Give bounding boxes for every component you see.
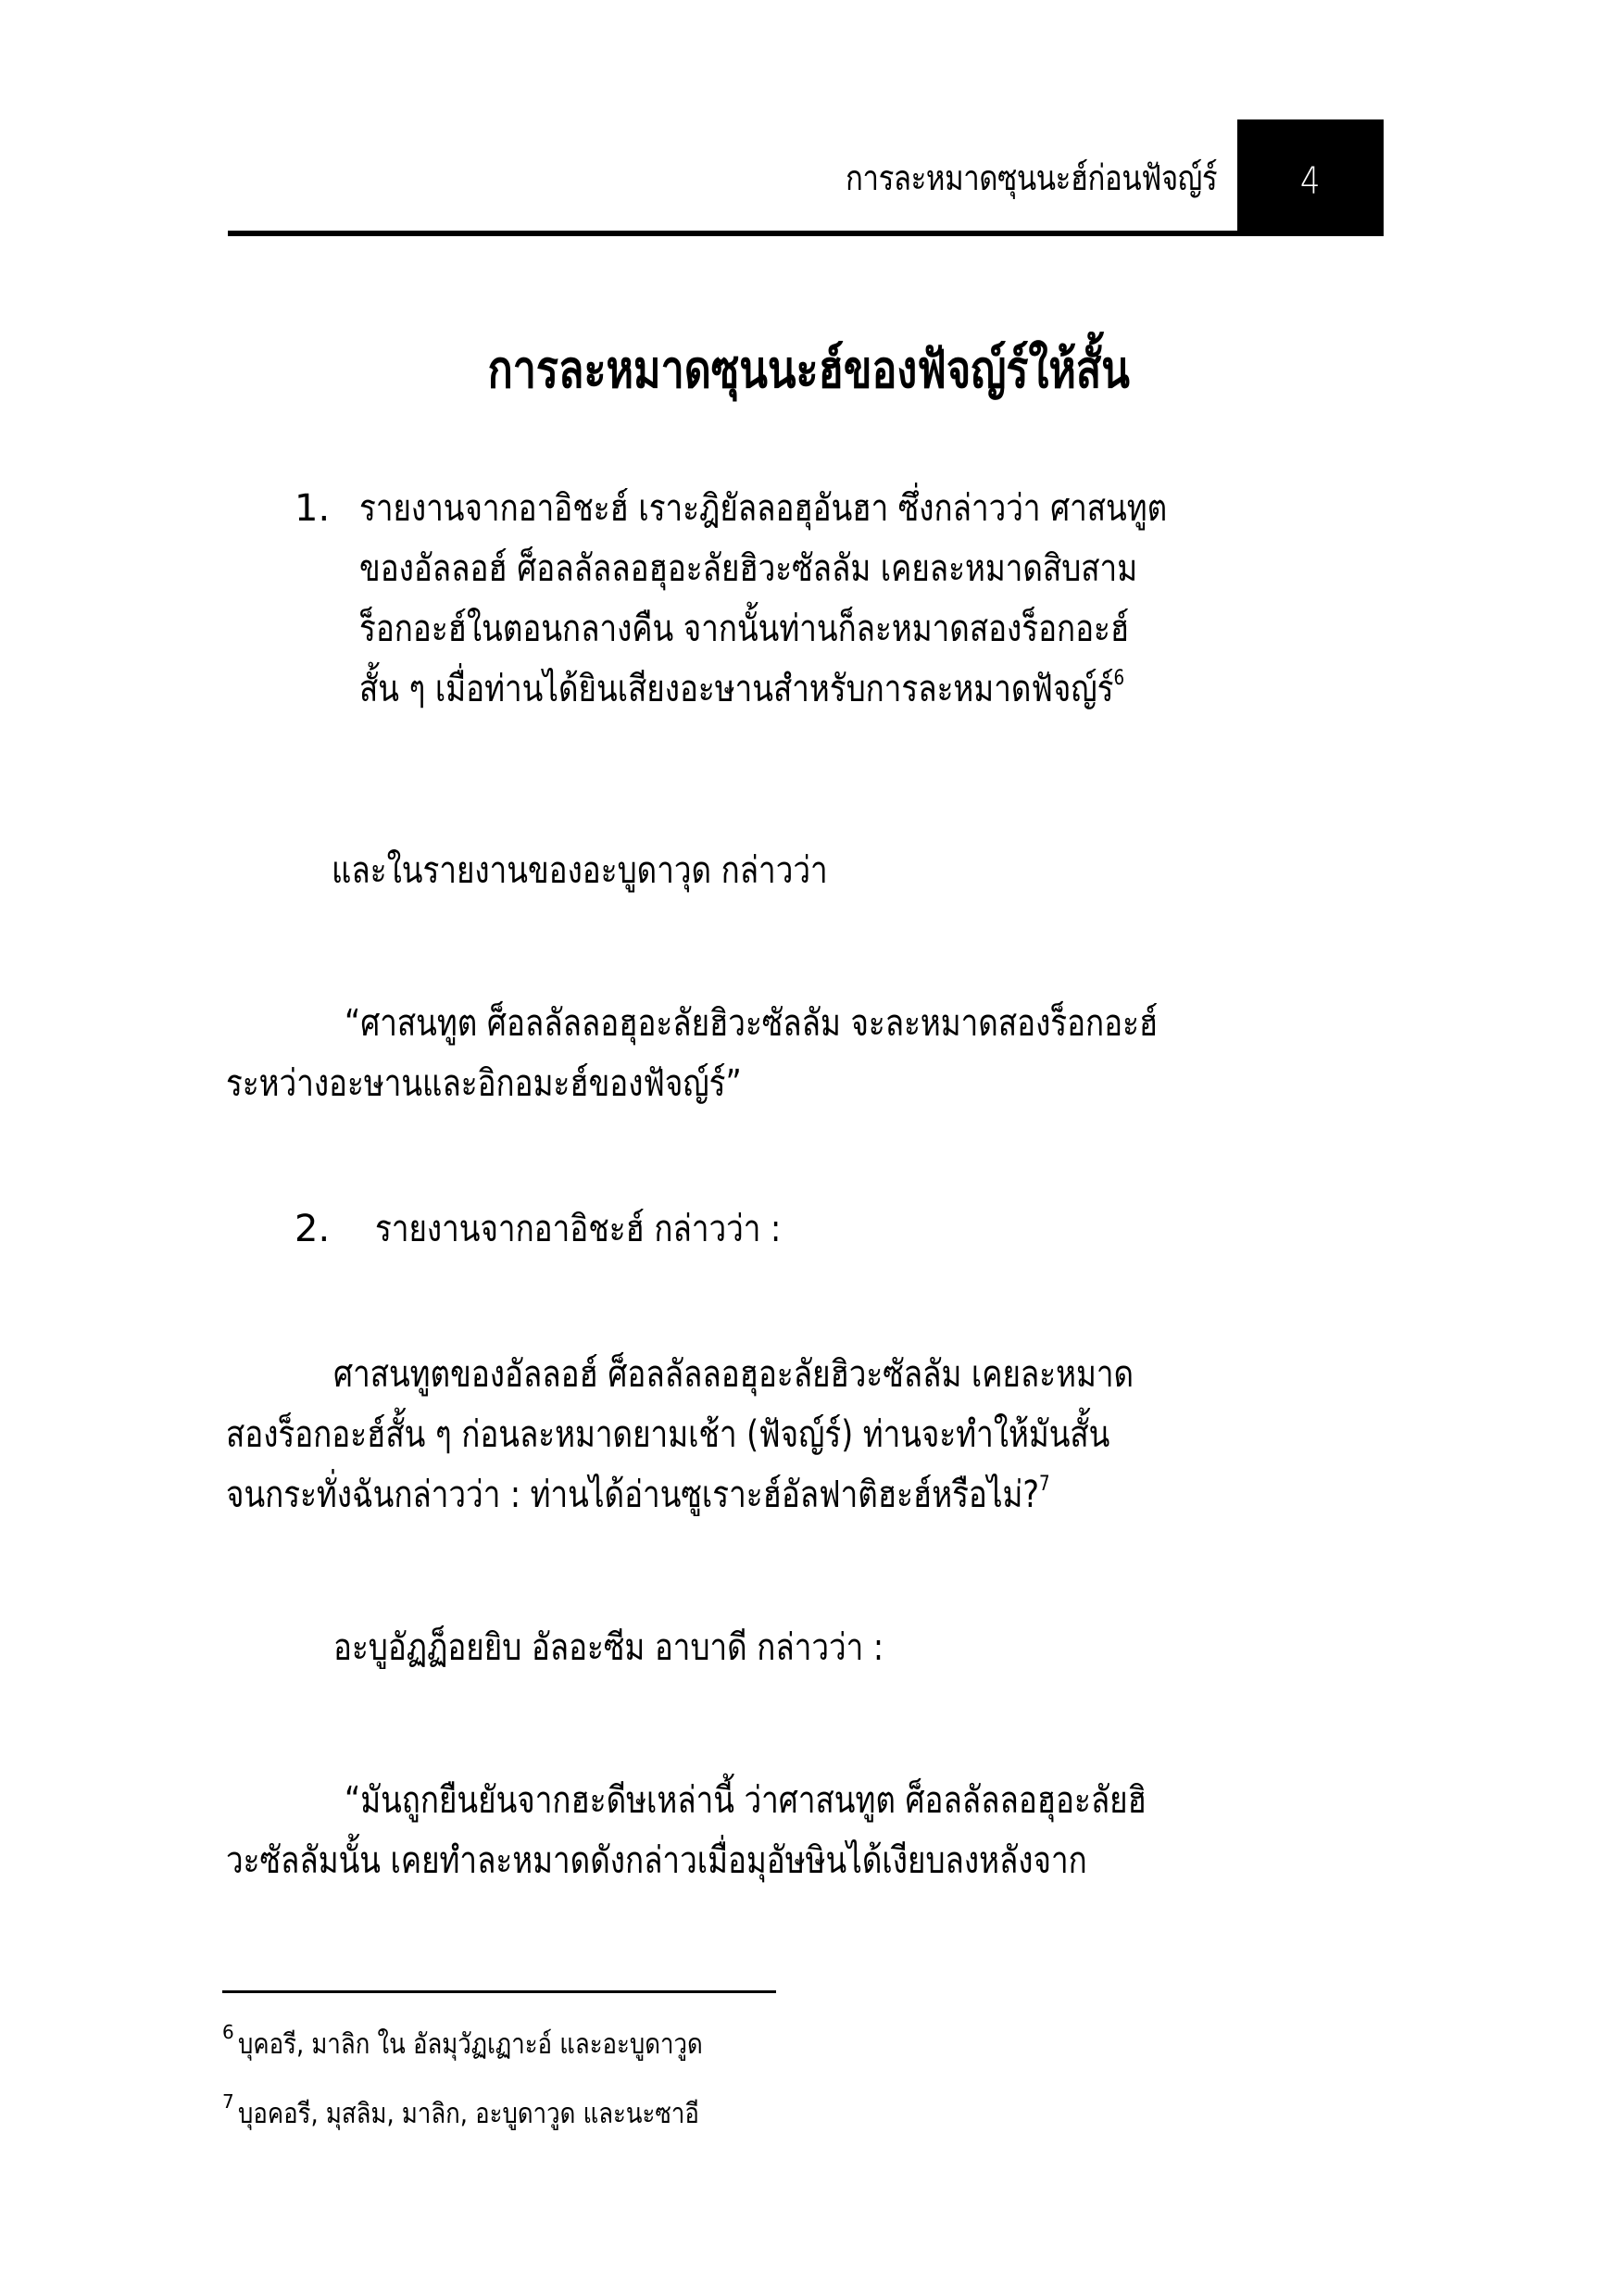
text-line: [359, 539, 1394, 599]
list-number: 2.: [295, 1208, 331, 1250]
aisha-line-2: สองร็อกอะฮ์สั้น ๆ ก่อนละหมาดยามเช้า (ฟัจญ์ร์) ท่านจะทำให้มันสั้น: [226, 1413, 1110, 1456]
footnote-text: บุอคอรี, มุสลิม, มาลิก, อะบูดาวูด และนะซาอี: [237, 2098, 699, 2130]
text-line: [375, 1199, 864, 1260]
footnote-number: 7: [222, 2090, 234, 2113]
abu-dawud-quote-line-2: ระหว่างอะษานและอิกอมะฮ์ของฟัจญ์ร์”: [226, 1062, 742, 1105]
text-line: [359, 479, 1394, 539]
item1-line-3: ร็อกอะฮ์ในตอนกลางคืน จากนั้นท่านก็ละหมาดสองร็อกอะฮ์: [359, 608, 1130, 650]
abadi-quote-line-1: “มันถูกยืนยันจากฮะดีษเหล่านี้ ว่าศาสนทูต ศ็อลลัลลอฮุอะลัยฮิ: [345, 1779, 1147, 1822]
text-line: [226, 1465, 1219, 1525]
aisha-line-1: ศาสนทูตของอัลลอฮ์ ศ็อลลัลลอฮุอะลัยฮิวะซัลลัม เคยละหมาด: [333, 1353, 1134, 1396]
footnote-6: [222, 2022, 778, 2070]
item1-line-1: รายงานจากอาอิชะฮ์ เราะฎิยัลลอฮุอันฮา ซึ่งกล่าวว่า ศาสนทูต: [359, 487, 1168, 530]
text-line: [359, 599, 1394, 659]
aisha-line-3: จนกระทั่งฉันกล่าวว่า : ท่านได้อ่านซูเราะฮ์อัลฟาติฮะฮ์หรือไม่?: [226, 1474, 1040, 1516]
footnote-text: บุคอรี, มาลิก ใน อัลมุวัฏเฏาะอ์ และอะบูดาวูด: [237, 2028, 703, 2061]
list-number: 1.: [295, 487, 331, 530]
footnote-rule: [222, 1990, 776, 1993]
abadi-quote-line-2: วะซัลลัมนั้น เคยทำละหมาดดังกล่าวเมื่อมุอัษษินได้เงียบลงหลังจาก: [226, 1839, 1087, 1882]
header-rule: [228, 231, 1239, 236]
abu-dawud-quote-line-1: “ศาสนทูต ศ็อลลัลลอฮุอะลัยฮิวะซัลลัม จะละหมาดสองร็อกอะฮ์: [345, 1002, 1159, 1045]
text-line: [333, 1345, 1297, 1405]
page-number: 4: [1300, 160, 1321, 203]
item2-text: รายงานจากอาอิชะฮ์ กล่าวว่า :: [375, 1208, 782, 1250]
text-line: [333, 1618, 997, 1678]
footnote-ref-6[interactable]: 6: [1113, 666, 1125, 690]
chapter-title: [0, 329, 1617, 412]
abadi-intro: อะบูอัฏฏ็อยยิบ อัลอะซีม อาบาดี กล่าวว่า :: [333, 1626, 884, 1669]
text-line: [226, 1831, 1263, 1891]
text-line: [226, 1054, 847, 1114]
footnote-number: 6: [222, 2021, 234, 2043]
footnote-ref-7[interactable]: 7: [1039, 1472, 1050, 1496]
page-number-box: [1237, 119, 1384, 236]
text-line: [345, 994, 1324, 1054]
text-line: [226, 1405, 1291, 1465]
footnote-7: [222, 2091, 774, 2139]
item1-line-4: สั้น ๆ เมื่อท่านได้ยินเสียงอะษานสำหรับการละหมาดฟัจญ์ร์: [359, 668, 1114, 710]
text-line: [332, 841, 929, 901]
text-line: [345, 1771, 1310, 1831]
abu-dawud-intro: และในรายงานของอะบูดาวุด กล่าวว่า: [332, 849, 828, 892]
chapter-title-text: การละหมาดซุนนะฮ์ของฟัจญ์ร์ให้สั้น: [487, 340, 1130, 400]
running-header-title: การละหมาดซุนนะฮ์ก่อนฟัจญ์ร์: [845, 157, 1217, 198]
text-line: [359, 659, 1394, 720]
item1-line-2: ของอัลลอฮ์ ศ็อลลัลลอฮุอะลัยฮิวะซัลลัม เคยละหมาดสิบสาม: [359, 547, 1138, 590]
